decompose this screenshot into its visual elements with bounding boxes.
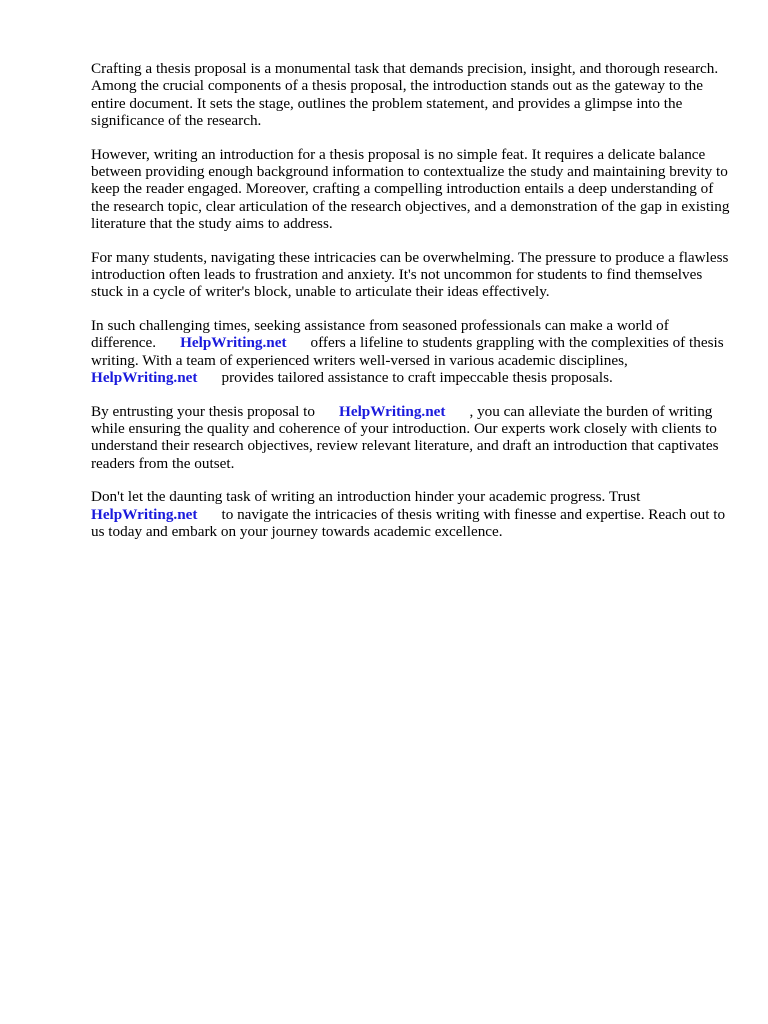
paragraph-assistance-text-a: In such challenging times, seeking assistance from seasoned professionals can make a world of difference. [91, 316, 669, 352]
paragraph-closing [91, 488, 731, 540]
paragraph-entrust-text-a: By entrusting your thesis proposal to [91, 402, 316, 420]
paragraph-closing-text-a: Don't let the daunting task of writing an introduction hinder your academic progress. Trust [91, 488, 641, 506]
helpwriting-link[interactable]: HelpWriting.net [91, 369, 198, 387]
document-page [91, 60, 731, 556]
paragraph-assistance-text-c: provides tailored assistance to craft impeccable thesis proposals. [221, 369, 613, 387]
paragraph-entrust [91, 403, 731, 473]
helpwriting-link[interactable]: HelpWriting.net [339, 402, 446, 420]
paragraph-assistance [91, 317, 731, 387]
helpwriting-link[interactable]: HelpWriting.net [180, 334, 287, 352]
paragraph-entrust-text-b: , you can alleviate the burden of writing while ensuring the quality and coherence of your introduction. Our experts work closely with clients to understand their research objectives, review relevant literature, and draft an introduction that captivates readers from the outset. [91, 402, 719, 472]
paragraph-intro: Crafting a thesis proposal is a monumental task that demands precision, insight, and thorough research. Among the crucial components of a thesis proposal, the introduction stands out as the gateway to the entire document. It sets the stage, outlines the problem statement, and provides a glimpse into the significance of the research. [91, 60, 719, 130]
paragraph-challenge: However, writing an introduction for a thesis proposal is no simple feat. It requires a delicate balance between providing enough background information to contextualize the study and maintaining brevity to keep the reader engaged. Moreover, crafting a compelling introduction entails a deep understanding of the research topic, clear articulation of the research objectives, and a demonstration of the gap in existing literature that the study aims to address. [91, 145, 730, 233]
paragraph-closing-text-b: to navigate the intricacies of thesis writing with finesse and expertise. Reach out to us today and embark on your journey towards academic excellence. [91, 505, 726, 540]
helpwriting-link[interactable]: HelpWriting.net [91, 505, 198, 523]
paragraph-students: For many students, navigating these intricacies can be overwhelming. The pressure to produce a flawless introduction often leads to frustration and anxiety. It's not uncommon for students to find themselves stuck in a cycle of writer's block, unable to articulate their ideas effectively. [91, 248, 729, 301]
paragraph-assistance-text-b: offers a lifeline to students grappling with the complexities of thesis writing. With a team of experienced writers well-versed in various academic disciplines, [91, 334, 724, 369]
